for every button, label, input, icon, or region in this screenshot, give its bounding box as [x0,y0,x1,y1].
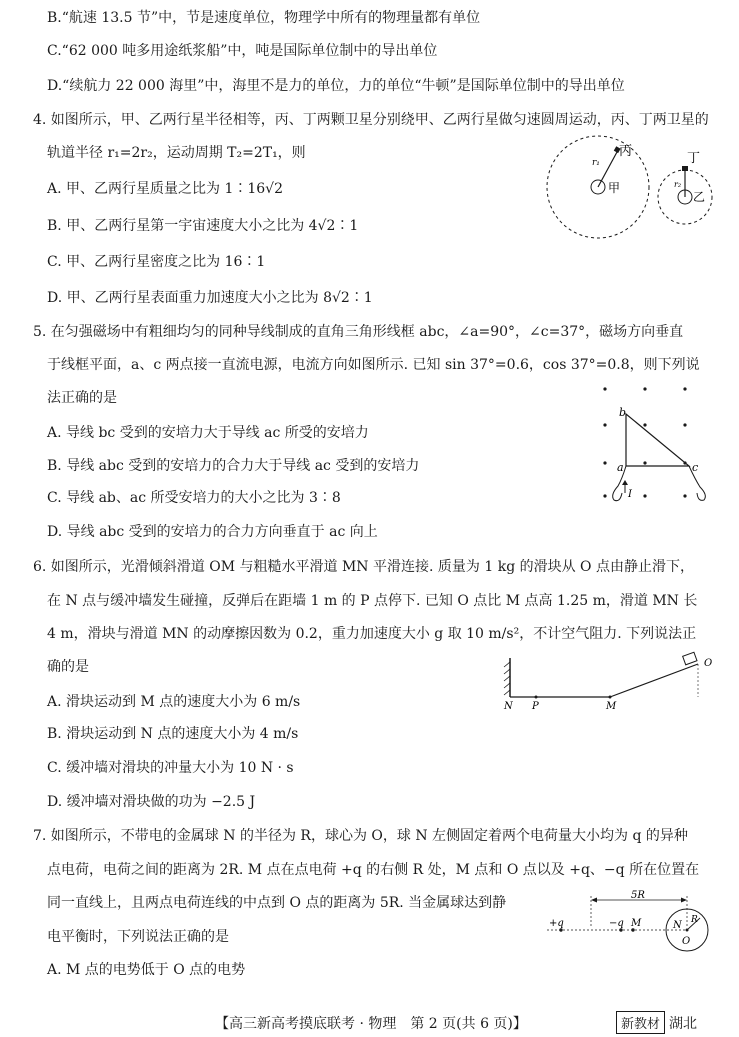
q5-triangle-figure [592,383,722,513]
label-p: P [532,701,539,712]
label-ding: 丁 [687,151,701,166]
q6-option-a: A. 滑块运动到 M 点的速度大小为 6 m/s [47,694,301,710]
q4-option-d: D. 甲、乙两行星表面重力加速度大小之比为 8√2∶1 [47,290,373,306]
label-m: M [631,918,642,929]
q5-option-c: C. 导线 ab、ac 所受安培力的大小之比为 3∶8 [47,490,341,506]
q5-stem-line3: 法正确的是 [47,390,117,406]
label-o: O [682,936,691,947]
q5-stem-line1: 5. 在匀强磁场中有粗细均匀的同种导线制成的直角三角形线框 abc，∠a=90°，∠c=37°，磁场方向垂直 [33,324,684,340]
q7-option-a: A. M 点的电势低于 O 点的电势 [47,962,246,978]
label-bing: 丙 [619,144,633,159]
label-plus-q: +q [549,918,564,929]
label-n: N [673,920,682,931]
q7-stem-line3: 同一直线上，且两点电荷连线的中点到 O 点的距离为 5R. 当金属球达到静 [47,895,507,911]
current-arrow-head [622,480,628,485]
q5-option-a: A. 导线 bc 受到的安培力大于导线 ac 所受的安培力 [47,425,369,441]
q3-option-b: B.“航速 13.5 节”中，节是速度单位，物理学中所有的物理量都有单位 [47,10,481,26]
q6-option-d: D. 缓冲墙对滑块做的功为 −2.5 J [47,794,256,810]
label-minus-q: −q [609,918,624,929]
q3-option-d: D.“续航力 22 000 海里”中，海里不是力的单位，力的单位“牛顿”是国际单位制中的导出单位 [47,78,625,94]
label-yi: 乙 [693,190,706,204]
label-current: I [628,489,632,500]
q4-option-a: A. 甲、乙两行星质量之比为 1∶16√2 [47,181,284,197]
q3-option-c: C.“62 000 吨多用途纸浆船”中，吨是国际单位制中的导出单位 [47,43,438,59]
new-textbook-badge: 新教材 [616,1011,665,1034]
magnetic-field-dots [603,387,686,497]
footer-exam-title: 【高三新高考摸底联考 · 物理 第 2 页(共 6 页)】 [215,1016,527,1032]
label-r: R [691,915,698,925]
q5-option-d: D. 导线 abc 受到的安培力的合力方向垂直于 ac 向上 [47,524,378,540]
footer-region: 湖北 [669,1016,697,1032]
q7-charge-figure [545,888,725,960]
q5-option-b: B. 导线 abc 受到的安培力的合力大于导线 ac 受到的安培力 [47,458,420,474]
q7-stem-line2: 点电荷，电荷之间的距离为 2R. M 点在点电荷 +q 的右侧 R 处，M 点和 O 点以及 +q、−q 所在位置在 [47,862,700,878]
q5-stem-line2: 于线框平面，a、c 两点接一直流电源，电流方向如图所示. 已知 sin 37°=0.6，cos 37°=0.8，则下列说 [47,357,700,373]
q6-track-figure [498,650,723,712]
satellite-ding [682,166,688,171]
q4-option-b: B. 甲、乙两行星第一宇宙速度大小之比为 4√2∶1 [47,218,359,234]
q6-option-b: B. 滑块运动到 N 点的速度大小为 4 m/s [47,726,299,742]
label-a: a [617,461,624,474]
q6-stem-line2: 在 N 点与缓冲墙发生碰撞，反弹后在距墙 1 m 的 P 点停下. 已知 O 点比 M 点高 1.25 m，滑道 MN 长 [47,593,698,609]
q4-stem-line1: 4. 如图所示，甲、乙两行星半径相等，丙、丁两颗卫星分别绕甲、乙两行星做匀速圆周运动，丙、丁两卫星的 [33,112,709,128]
label-b: b [619,406,627,419]
q6-stem-line3: 4 m，滑块与滑道 MN 的动摩擦因数为 0.2，重力加速度大小 g 取 10 m/s²，不计空气阻力. 下列说法正 [47,626,697,642]
distance-arrow-left [591,898,597,903]
label-r2: r₂ [674,180,682,189]
q6-option-c: C. 缓冲墙对滑块的冲量大小为 10 N · s [47,760,294,776]
label-o: O [704,658,713,669]
label-n: N [504,701,513,712]
q4-option-c: C. 甲、乙两行星密度之比为 16∶1 [47,254,266,270]
label-jia: 甲 [608,181,621,195]
point-p [535,696,538,699]
q7-stem-line4: 电平衡时，下列说法正确的是 [47,929,229,945]
q4-orbit-figure [545,130,725,245]
q6-stem-line4: 确的是 [47,659,89,675]
wall-hatching [504,662,510,695]
slider-block [683,652,697,665]
label-m: M [606,701,617,712]
triangle-abc [626,414,689,466]
label-5r: 5R [631,890,645,901]
label-r1: r₁ [592,158,600,168]
q6-stem-line1: 6. 如图所示，光滑倾斜滑道 OM 与粗糙水平滑道 MN 平滑连接. 质量为 1 kg 的滑块从 O 点由静止滑下， [33,559,694,575]
incline-om [610,664,698,697]
distance-arrow-right [681,898,687,903]
point-m [609,696,612,699]
label-c: c [692,461,699,474]
page-footer [0,1013,739,1033]
q7-stem-line1: 7. 如图所示，不带电的金属球 N 的半径为 R，球心为 O，球 N 左侧固定着两个电荷量大小均为 q 的异种 [33,828,688,844]
q4-stem-line2: 轨道半径 r₁=2r₂，运动周期 T₂=2T₁，则 [47,145,306,161]
